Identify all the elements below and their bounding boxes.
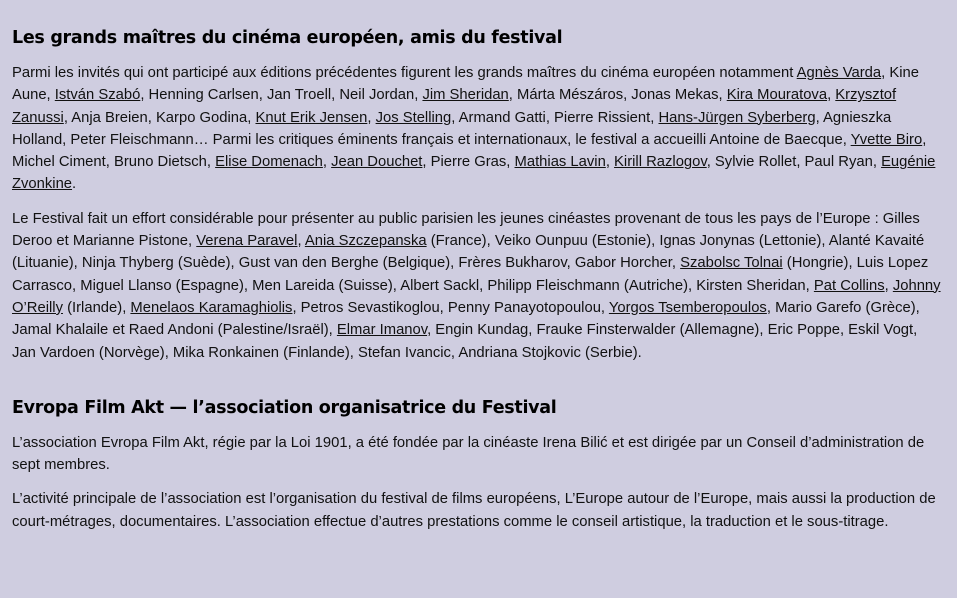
person-link[interactable]: Mathias Lavin xyxy=(514,154,606,171)
person-link[interactable]: Jim Sheridan xyxy=(422,87,509,104)
paragraph-association-activity: L’activité principale de l’association est l’organisation du festival de films européens, L’Europe autour de l’Europe, mais aussi la production de court-métrages, documentaires. L’association effectue d’autres prestations comme le conseil artistique, la traduction et le sous-titrage. xyxy=(12,491,936,530)
person-link[interactable]: Eugénie Zvonkine xyxy=(12,154,936,193)
person-link[interactable]: Jean Douchet xyxy=(331,154,423,171)
person-link[interactable]: Hans-Jürgen Syberberg xyxy=(658,109,816,126)
person-link[interactable]: Pat Collins xyxy=(813,277,885,294)
person-link[interactable]: Kirill Razlogov xyxy=(614,154,707,171)
person-link[interactable]: Elmar Imanov xyxy=(336,322,428,339)
paragraph-guests: Parmi les invités qui ont participé aux éditions précédentes figurent les grands maîtres du cinéma européen notamment Agnès Varda, Kine Aune, István Szabó, Henning Carlsen, Jan Troell, Neil Jordan, Jim Sheridan, Márta Mészáros, Jonas Mekas, Kira Mouratova, Krzysztof Zanussi, Anja Breien, Karpo Godina, Knut Erik Jensen, Jos Stelling, Armand Gatti, Pierre Rissient, Hans-Jürgen Syberberg, Agnieszka Holland, Peter Fleischmann… Parmi les critiques éminents français et internationaux, le festival a accueilli Antoine de Baecque, Yvette Biro, Michel Ciment, Bruno Dietsch, Elise Domenach, Jean Douchet, Pierre Gras, Mathias Lavin, Kirill Razlogov, Sylvie Rollet, Paul Ryan, Eugénie Zvonkine. xyxy=(12,65,936,193)
person-link[interactable]: Agnès Varda xyxy=(796,65,882,81)
person-link[interactable]: Kira Mouratova xyxy=(726,87,828,104)
person-link[interactable]: Yorgos Tsemberopoulos xyxy=(608,299,767,316)
section-title-masters: Les grands maîtres du cinéma européen, amis du festival xyxy=(12,28,563,48)
person-link[interactable]: Szabolsc Tolnai xyxy=(680,255,783,272)
person-link[interactable]: Johnny O’Reilly xyxy=(12,277,941,316)
person-link[interactable]: Menelaos Karamaghiolis xyxy=(130,299,293,316)
paragraph-young-filmmakers: Le Festival fait un effort considérable pour présenter au public parisien les jeunes cinéastes provenant de tous les pays de l’Europe : Gilles Deroo et Marianne Pistone, Verena Paravel, Ania Szczepanska (France), Veiko Ounpuu (Estonie), Ignas Jonynas (Lettonie), Alanté Kavaité (Lituanie), Ninja Thyberg (Suède), Gust van den Berghe (Belgique), Frères Bukharov, Gabor Horcher, Szabolsc Tolnai (Hongrie), Luis Lopez Carrasco, Miguel Llanso (Espagne), Men Lareida (Suisse), Albert Sackl, Philipp Fleischmann (Autriche), Kirsten Sheridan, Pat Collins, Johnny O’Reilly (Irlande), Menelaos Karamaghiolis, Petros Sevastikoglou, Penny Panayotopoulou, Yorgos Tsemberopoulos, Mario Garefo (Grèce), Jamal Khalaile et Raed Andoni (Palestine/Israël), Elmar Imanov, Engin Kundag, Frauke Finsterwalder (Allemagne), Eric Poppe, Eskil Vogt, Jan Vardoen (Norvège), Mika Ronkainen (Finlande), Stefan Ivancic, Andriana Stojkovic (Serbie). xyxy=(12,210,941,361)
person-link[interactable]: Elise Domenach xyxy=(215,154,323,171)
person-link[interactable]: Krzysztof Zanussi xyxy=(12,87,897,126)
person-link[interactable]: Ania Szczepanska xyxy=(304,233,427,250)
section-title-association: Evropa Film Akt — l’association organisatrice du Festival xyxy=(12,397,557,418)
person-link[interactable]: Verena Paravel xyxy=(196,233,298,250)
person-link[interactable]: Yvette Biro xyxy=(850,131,923,148)
paragraph-association-founding: L’association Evropa Film Akt, régie par la Loi 1901, a été fondée par la cinéaste Irena Bilić et est dirigée par un Conseil d’administration de sept membres. xyxy=(12,434,925,474)
person-link[interactable]: Jos Stelling xyxy=(375,109,452,126)
person-link[interactable]: István Szabó xyxy=(54,87,141,104)
person-link[interactable]: Knut Erik Jensen xyxy=(255,109,368,126)
